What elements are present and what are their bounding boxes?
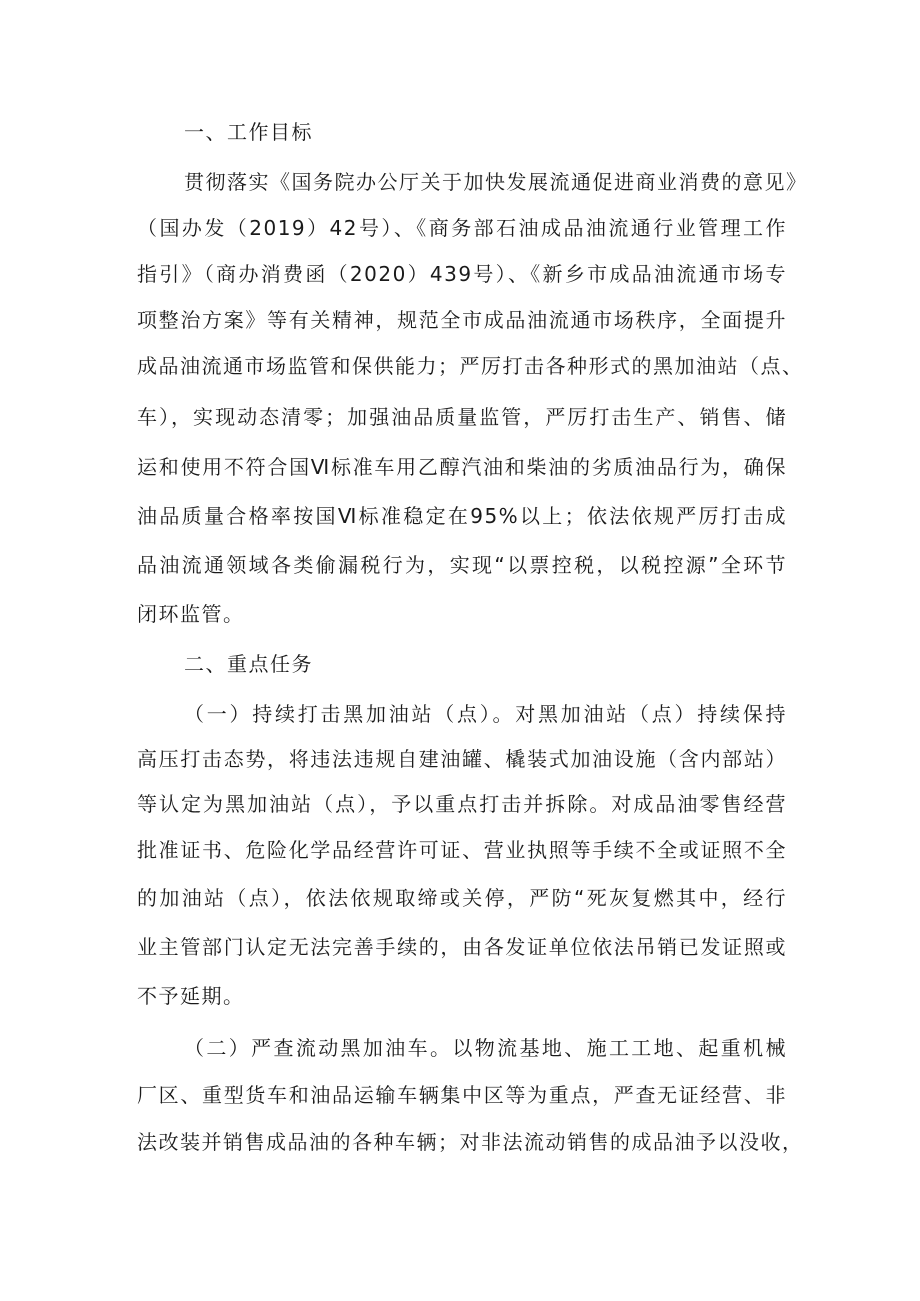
- paragraph-line: 等认定为黑加油站（点），予以重点打击并拆除。对成品油零售经营: [137, 792, 787, 816]
- paragraph-line: 闭环监管。: [137, 602, 245, 626]
- paragraph-line: 的加油站（点），依法依规取缔或关停，严防“死灰复燃其中，经行: [137, 886, 787, 910]
- paragraph-line: 法改装并销售成品油的各种车辆；对非法流动销售的成品油予以没收，: [137, 1130, 804, 1154]
- paragraph-line: 项整治方案》等有关精神，规范全市成品油流通市场秩序，全面提升: [137, 308, 787, 332]
- section-heading-work-goals: 一、工作目标: [184, 120, 313, 144]
- paragraph-line: 成品油流通市场监管和保供能力；严厉打击各种形式的黑加油站（点、: [137, 354, 804, 378]
- paragraph-line: 品油流通领域各类偷漏税行为，实现“以票控税，以税控源”全环节: [137, 553, 787, 577]
- paragraph-line: 厂区、重型货车和油品运输车辆集中区等为重点，严查无证经营、非: [137, 1083, 787, 1107]
- paragraph-line: （二）严查流动黑加油车。以物流基地、施工工地、起重机械: [184, 1036, 787, 1060]
- paragraph-line: （国办发（2019）42号）、《商务部石油成品油流通行业管理工作: [137, 216, 787, 240]
- paragraph-line: 高压打击态势，将违法违规自建油罐、橇装式加油设施（含内部站）: [137, 747, 787, 771]
- paragraph-line: 指引》（商办消费函（2020）439号）、《新乡市成品油流通市场专: [137, 262, 787, 286]
- paragraph-line: 车），实现动态清零；加强油品质量监管，严厉打击生产、销售、储: [137, 405, 787, 429]
- paragraph-line: 油品质量合格率按国Ⅵ标准稳定在95%以上；依法依规严厉打击成: [137, 504, 787, 528]
- paragraph-line: 不予延期。: [137, 984, 245, 1008]
- section-heading-key-tasks: 二、重点任务: [184, 652, 313, 676]
- paragraph-line: 批准证书、危险化学品经营许可证、营业执照等手续不全或证照不全: [137, 838, 787, 862]
- paragraph-line: （一）持续打击黑加油站（点）。对黑加油站（点）持续保持: [184, 702, 787, 726]
- paragraph-line: 贯彻落实《国务院办公厅关于加快发展流通促进商业消费的意见》: [184, 170, 808, 194]
- paragraph-line: 业主管部门认定无法完善手续的，由各发证单位依法吊销已发证照或: [137, 935, 787, 959]
- paragraph-line: 运和使用不符合国Ⅵ标准车用乙醇汽油和柴油的劣质油品行为，确保: [137, 455, 787, 479]
